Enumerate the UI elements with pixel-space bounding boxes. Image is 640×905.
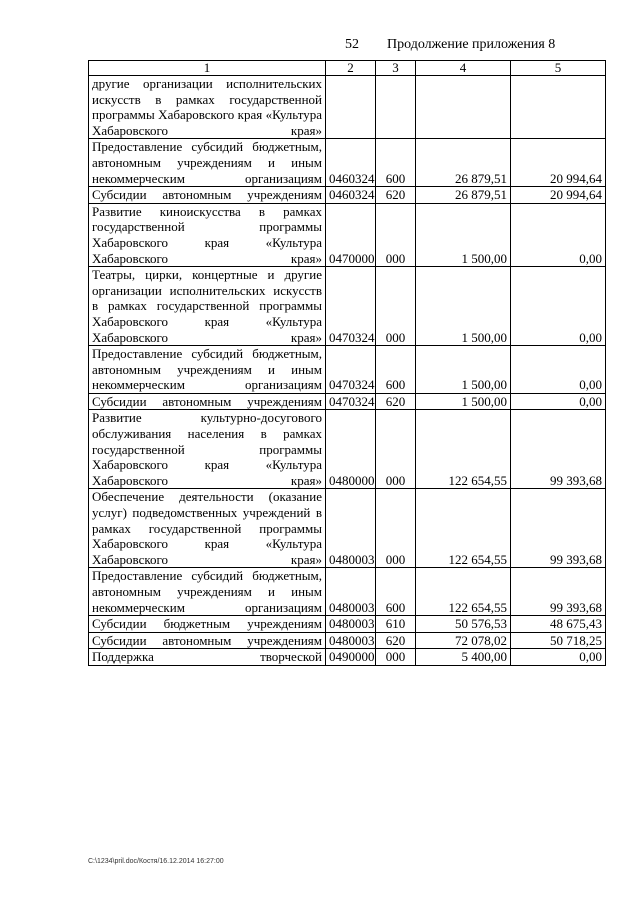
row-target-code: 0480003: [326, 568, 376, 616]
row-expense-kind: 000: [376, 489, 416, 568]
row-expense-kind: 620: [376, 187, 416, 204]
row-sum-fact: 0,00: [511, 203, 606, 266]
row-sum-plan: 26 879,51: [416, 139, 511, 187]
row-target-code: 0480003: [326, 632, 376, 649]
row-sum-plan: 72 078,02: [416, 632, 511, 649]
row-name: Субсидии автономным учреждениям: [89, 187, 326, 204]
document-path-footer: C:\1234\pril.doc/Костя/16.12.2014 16:27:00: [88, 858, 224, 865]
row-target-code: 0470324: [326, 267, 376, 346]
row-expense-kind: [376, 76, 416, 139]
row-sum-plan: 50 576,53: [416, 616, 511, 633]
table-row: [89, 616, 606, 633]
row-target-code: 0470000: [326, 203, 376, 266]
table-row: [89, 203, 606, 266]
row-expense-kind: 600: [376, 346, 416, 394]
table-row: [89, 76, 606, 139]
row-sum-plan: 1 500,00: [416, 203, 511, 266]
row-expense-kind: 000: [376, 410, 416, 489]
row-sum-plan: 122 654,55: [416, 489, 511, 568]
row-target-code: 0470324: [326, 393, 376, 410]
table-row: [89, 393, 606, 410]
row-sum-fact: 99 393,68: [511, 568, 606, 616]
column-header: 2: [326, 61, 376, 76]
row-name: Развитие культурно-досугового обслуживания населения в рамках государственной программы Хабаровского края «Культура Хабаровского края»: [89, 410, 326, 489]
row-sum-plan: [416, 76, 511, 139]
row-expense-kind: 610: [376, 616, 416, 633]
row-name: Театры, цирки, концертные и другие организации исполнительских искусств в рамках государственной программы Хабаровского края «Культура Хабаровского края»: [89, 267, 326, 346]
table-row: [89, 346, 606, 394]
row-sum-fact: 50 718,25: [511, 632, 606, 649]
row-sum-fact: [511, 76, 606, 139]
row-target-code: 0490000: [326, 649, 376, 666]
budget-table: [88, 60, 606, 666]
row-name: другие организации исполнительских искусств в рамках государственной программы Хабаровского края «Культура Хабаровского края»: [89, 76, 326, 139]
table-row: [89, 649, 606, 666]
row-name: Поддержка творческой: [89, 649, 326, 666]
row-sum-fact: 99 393,68: [511, 410, 606, 489]
row-target-code: [326, 76, 376, 139]
row-sum-plan: 1 500,00: [416, 267, 511, 346]
row-expense-kind: 000: [376, 649, 416, 666]
row-expense-kind: 000: [376, 267, 416, 346]
table-row: [89, 632, 606, 649]
row-sum-fact: 0,00: [511, 393, 606, 410]
column-number-row: [89, 61, 606, 76]
row-target-code: 0460324: [326, 187, 376, 204]
row-target-code: 0470324: [326, 346, 376, 394]
row-target-code: 0460324: [326, 139, 376, 187]
row-sum-fact: 0,00: [511, 649, 606, 666]
row-name: Субсидии бюджетным учреждениям: [89, 616, 326, 633]
row-sum-plan: 26 879,51: [416, 187, 511, 204]
row-sum-plan: 1 500,00: [416, 393, 511, 410]
row-name: Субсидии автономным учреждениям: [89, 393, 326, 410]
row-sum-plan: 1 500,00: [416, 346, 511, 394]
row-sum-fact: 0,00: [511, 346, 606, 394]
row-sum-fact: 20 994,64: [511, 139, 606, 187]
table-row: [89, 187, 606, 204]
row-sum-fact: 99 393,68: [511, 489, 606, 568]
row-expense-kind: 000: [376, 203, 416, 266]
page-number: 52: [345, 37, 359, 52]
table-row: [89, 267, 606, 346]
row-name: Предоставление субсидий бюджетным, автономным учреждениям и иным некоммерческим организациям: [89, 139, 326, 187]
row-sum-fact: 20 994,64: [511, 187, 606, 204]
column-header: 5: [511, 61, 606, 76]
row-expense-kind: 620: [376, 393, 416, 410]
row-name: Предоставление субсидий бюджетным, автономным учреждениям и иным некоммерческим организациям: [89, 568, 326, 616]
appendix-continuation-title: Продолжение приложения 8: [387, 37, 556, 52]
row-sum-plan: 122 654,55: [416, 568, 511, 616]
row-target-code: 0480003: [326, 616, 376, 633]
row-sum-plan: 5 400,00: [416, 649, 511, 666]
column-header: 1: [89, 61, 326, 76]
column-header: 3: [376, 61, 416, 76]
row-expense-kind: 600: [376, 568, 416, 616]
row-expense-kind: 620: [376, 632, 416, 649]
table-row: [89, 139, 606, 187]
table-row: [89, 489, 606, 568]
column-header: 4: [416, 61, 511, 76]
page-header: [345, 37, 555, 53]
row-target-code: 0480000: [326, 410, 376, 489]
table-row: [89, 410, 606, 489]
row-name: Развитие киноискусства в рамках государственной программы Хабаровского края «Культура Хабаровского края»: [89, 203, 326, 266]
row-expense-kind: 600: [376, 139, 416, 187]
row-sum-plan: 122 654,55: [416, 410, 511, 489]
row-target-code: 0480003: [326, 489, 376, 568]
table-row: [89, 568, 606, 616]
row-sum-fact: 48 675,43: [511, 616, 606, 633]
row-name: Предоставление субсидий бюджетным, автономным учреждениям и иным некоммерческим организациям: [89, 346, 326, 394]
row-sum-fact: 0,00: [511, 267, 606, 346]
row-name: Субсидии автономным учреждениям: [89, 632, 326, 649]
row-name: Обеспечение деятельности (оказание услуг) подведомственных учреждений в рамках государственной программы Хабаровского края «Культура Хабаровского края»: [89, 489, 326, 568]
